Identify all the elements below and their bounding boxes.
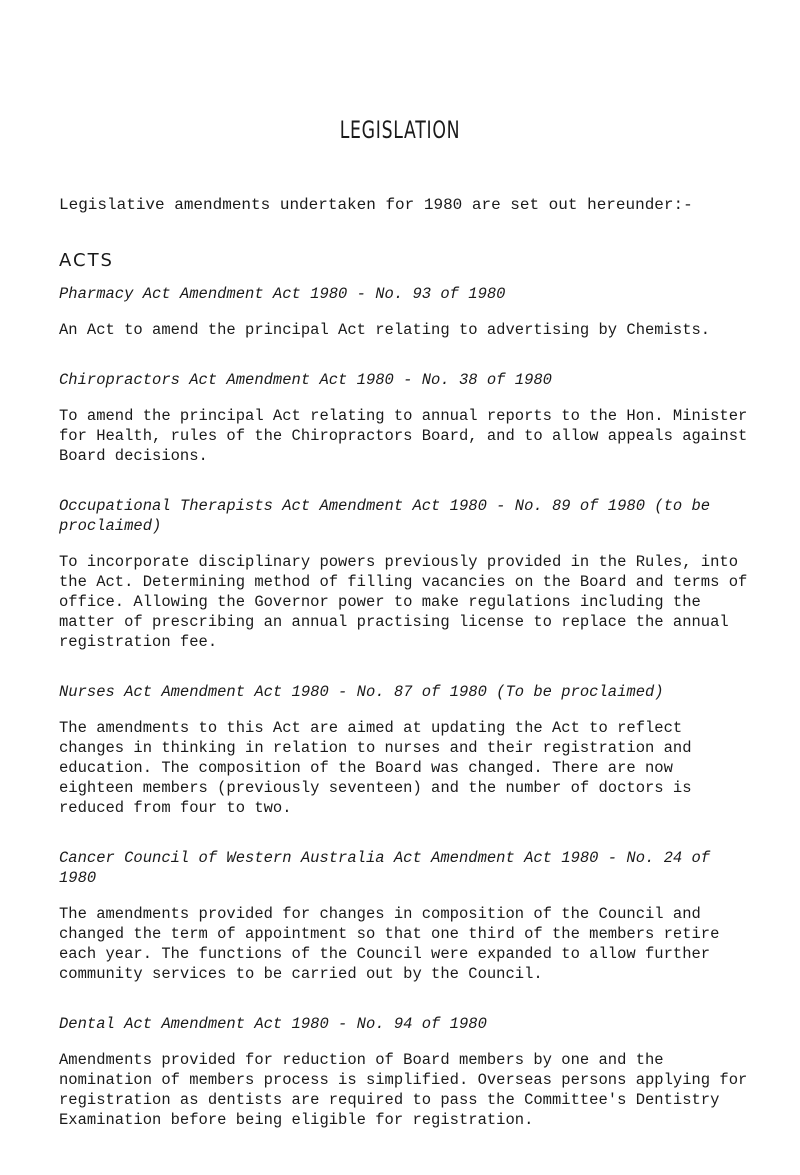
act-description: An Act to amend the principal Act relating to advertising by Chemists. [59, 321, 711, 339]
act-heading: Chiropractors Act Amendment Act 1980 - No. 38 of 1980 [59, 371, 552, 389]
act-heading: Cancer Council of Western Australia Act Amendment Act 1980 - No. 24 of 1980 [59, 849, 711, 887]
act-dental [59, 1014, 749, 1130]
act-description: The amendments provided for changes in composition of the Council and changed the term of appointment so that one third of the members retire each year. The functions of the Council were expanded to allow further community services to be carried out by the Council. [59, 905, 720, 983]
section-heading-acts: ACTS [59, 250, 114, 271]
act-heading: Occupational Therapists Act Amendment Act 1980 - No. 89 of 1980 (to be proclaimed) [59, 497, 711, 535]
act-heading: Pharmacy Act Amendment Act 1980 - No. 93 of 1980 [59, 285, 506, 303]
act-pharmacy [59, 284, 749, 340]
act-description: To incorporate disciplinary powers previously provided in the Rules, into the Act. Determining method of filling vacancies on the Board and terms of office. Allowing the Governor power to make regulations including the matter of prescribing an annual practising license to replace the annual registration fee. [59, 553, 748, 651]
acts-list [59, 284, 749, 1160]
act-occupational-therapists [59, 496, 749, 652]
act-chiropractors [59, 370, 749, 466]
act-nurses [59, 682, 749, 818]
act-description: To amend the principal Act relating to annual reports to the Hon. Minister for Health, rules of the Chiropractors Board, and to allow appeals against Board decisions. [59, 407, 748, 465]
page-title: LEGISLATION [339, 116, 461, 144]
act-description: The amendments to this Act are aimed at updating the Act to reflect changes in thinking in relation to nurses and their registration and education. The composition of the Board was changed. There are now eighteen members (previously seventeen) and the number of doctors is reduced from four to two. [59, 719, 692, 817]
act-heading: Dental Act Amendment Act 1980 - No. 94 of 1980 [59, 1015, 487, 1033]
intro-text: Legislative amendments undertaken for 1980 are set out hereunder:- [59, 196, 693, 214]
act-cancer-council [59, 848, 749, 984]
act-heading: Nurses Act Amendment Act 1980 - No. 87 of 1980 (To be proclaimed) [59, 683, 664, 701]
act-description: Amendments provided for reduction of Board members by one and the nomination of members process is simplified. Overseas persons applying for registration as dentists are required to pass the Committee's Dentistry Examination before being eligible for registration. [59, 1051, 748, 1129]
